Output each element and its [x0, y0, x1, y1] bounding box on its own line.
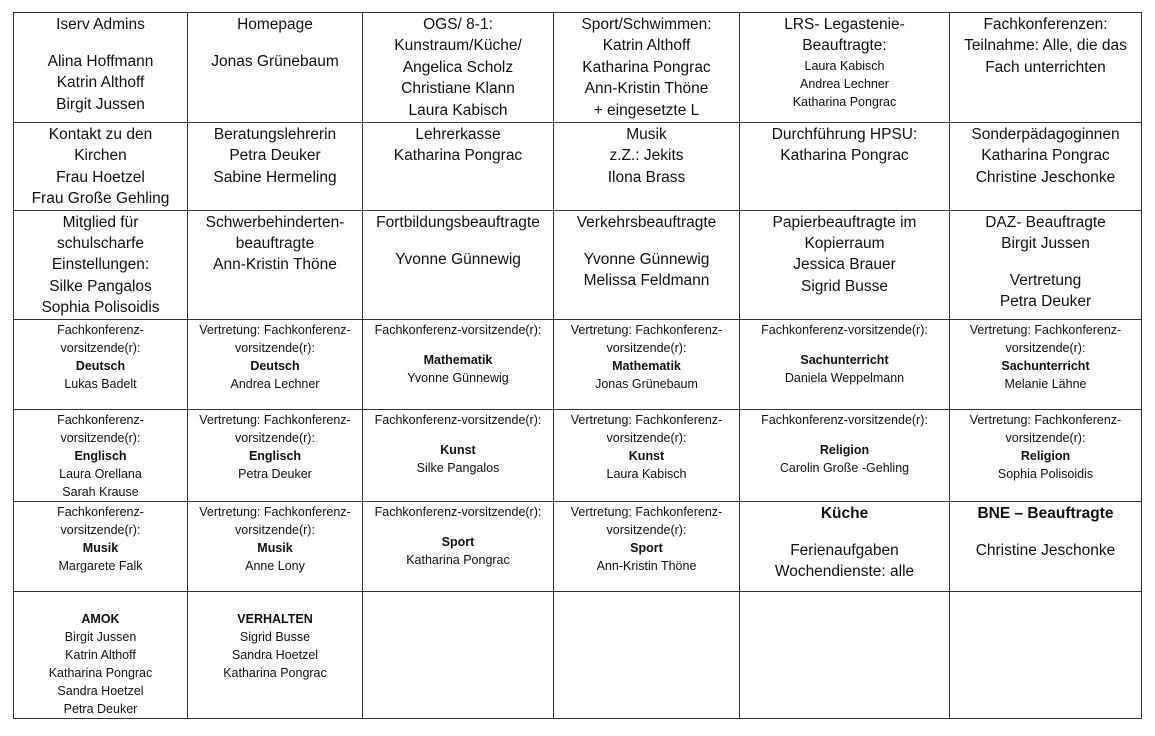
table-cell: [14, 409, 188, 501]
cell-line: Beratungslehrerin: [213, 126, 337, 143]
cell-line: Kunstraum/Küche/: [394, 37, 522, 55]
cell-line: [953, 254, 1138, 270]
cell-line: Petra Deuker: [229, 147, 321, 165]
table-cell: [188, 319, 363, 409]
cell-heading: Küche: [820, 504, 869, 522]
table-cell: [554, 501, 740, 591]
table-cell: [14, 123, 188, 211]
cell-line: Fachkonferenz-vorsitzende(r):: [761, 412, 928, 427]
cell-heading: Englisch: [248, 448, 302, 463]
cell-line: Homepage: [237, 16, 313, 33]
cell-line: [366, 521, 550, 534]
cell-line: Angelica Scholz: [402, 58, 514, 76]
cell-line: Lehrerkasse: [415, 126, 501, 143]
cell-line: Katharina Pongrac: [223, 665, 327, 680]
cell-line: Vertretung: Fachkonferenz-: [570, 322, 723, 337]
cell-line: [366, 429, 550, 442]
cell-line: Wochendienste: alle: [774, 562, 915, 580]
cell-line: vorsitzende(r):: [606, 340, 687, 355]
cell-line: Schwerbehinderten-: [205, 213, 345, 231]
cell-line: Katrin Althoff: [602, 37, 691, 55]
cell-line: Fachkonferenz-: [57, 504, 144, 519]
table-cell: [950, 409, 1142, 501]
table-cell: [950, 13, 1142, 123]
cell-heading: Sport: [441, 535, 475, 550]
cell-line: Fachkonferenz-vorsitzende(r):: [374, 322, 542, 337]
table-cell: [740, 501, 950, 591]
table-cell: [188, 123, 363, 211]
table-cell: [14, 591, 188, 718]
cell-line: Fachkonferenz-vorsitzende(r):: [374, 412, 542, 427]
cell-line: Katharina Pongrac: [780, 147, 909, 165]
cell-line: Vertretung: [1009, 271, 1082, 289]
cell-line: Durchführung HPSU:: [771, 126, 918, 143]
table-cell: [740, 319, 950, 409]
cell-heading: Mathematik: [423, 353, 493, 368]
cell-line: Laura Kabisch: [606, 466, 687, 481]
cell-line: Andrea Lechner: [800, 76, 889, 91]
cell-line: [366, 339, 550, 352]
cell-heading: VERHALTEN: [237, 611, 313, 626]
cell-line: vorsitzende(r):: [606, 430, 687, 445]
cell-line: Verkehrsbeauftragte: [576, 213, 717, 231]
cell-line: Sigrid Busse: [239, 629, 311, 644]
cell-line: Iserv Admins: [56, 16, 145, 33]
cell-line: Petra Deuker: [238, 466, 312, 481]
table-cell: [14, 210, 188, 319]
cell-line: [743, 429, 946, 442]
cell-line: Fachkonferenzen:: [983, 16, 1108, 33]
cell-line: Christine Jeschonke: [975, 541, 1116, 559]
table-cell: [14, 501, 188, 591]
cell-line: Christiane Klann: [401, 80, 515, 98]
cell-line: Fortbildungsbeauftragte: [376, 213, 540, 231]
cell-line: Ann-Kristin Thöne: [213, 256, 337, 274]
cell-heading: Musik: [257, 540, 293, 555]
cell-line: vorsitzende(r):: [1005, 430, 1086, 445]
cell-line: Ann-Kristin Thöne: [584, 80, 709, 98]
cell-line: schulscharfe: [56, 235, 144, 253]
cell-line: vorsitzende(r):: [60, 522, 141, 537]
cell-line: Alina Hoffmann: [47, 52, 154, 70]
cell-heading: Deutsch: [75, 358, 126, 373]
table-cell: [363, 13, 554, 123]
cell-line: Kopierraum: [804, 235, 885, 253]
table-cell: [554, 210, 740, 319]
cell-heading: Religion: [1020, 448, 1071, 463]
table-cell: [740, 409, 950, 501]
table-cell: [740, 591, 950, 718]
cell-heading: Deutsch: [250, 358, 300, 373]
cell-line: Papierbeauftragte im: [772, 213, 917, 231]
cell-line: vorsitzende(r):: [1005, 340, 1086, 355]
cell-line: Katharina Pongrac: [582, 58, 711, 76]
cell-line: Fach unterrichten: [985, 58, 1106, 76]
cell-line: Vertretung: Fachkonferenz-: [199, 412, 351, 427]
cell-line: Yvonne Günnewig: [407, 371, 509, 386]
cell-heading: AMOK: [81, 611, 120, 626]
cell-line: Sophia Polisoidis: [41, 299, 160, 317]
table-cell: [950, 591, 1142, 718]
cell-line: Yvonne Günnewig: [583, 250, 710, 268]
cell-line: Birgit Jussen: [1001, 235, 1090, 253]
cell-line: Laura Orellana: [59, 466, 142, 481]
cell-line: Vertretung: Fachkonferenz-: [570, 412, 723, 427]
cell-heading: Englisch: [74, 448, 127, 463]
cell-line: Margarete Falk: [58, 558, 143, 573]
cell-line: Katharina Pongrac: [406, 553, 510, 568]
cell-line: Jonas Grünebaum: [211, 52, 339, 70]
cell-line: Daniela Weppelmann: [784, 371, 905, 386]
table-row: [14, 210, 1142, 319]
table-cell: [950, 319, 1142, 409]
cell-line: Fachkonferenz-vorsitzende(r):: [374, 504, 542, 519]
table-cell: [554, 591, 740, 718]
cell-line: Fachkonferenz-: [57, 322, 144, 337]
table-cell: [363, 501, 554, 591]
cell-line: Sonderpädagoginnen: [971, 126, 1120, 143]
cell-line: Frau Hoetzel: [56, 168, 145, 186]
cell-line: beauftragte: [235, 235, 315, 253]
table-cell: [740, 123, 950, 211]
cell-line: Sport/Schwimmen:: [581, 16, 712, 33]
cell-line: vorsitzende(r):: [60, 430, 141, 445]
table-cell: [363, 123, 554, 211]
table-cell: [554, 409, 740, 501]
cell-line: Andrea Lechner: [230, 376, 320, 391]
cell-line: Laura Kabisch: [804, 58, 885, 73]
cell-line: Vertretung: Fachkonferenz-: [199, 322, 351, 337]
cell-line: Jonas Grünebaum: [595, 376, 698, 391]
cell-line: Sandra Hoetzel: [231, 647, 319, 662]
cell-line: Jessica Brauer: [793, 256, 896, 274]
cell-line: Ilona Brass: [607, 168, 686, 186]
table-cell: [363, 409, 554, 501]
cell-line: + eingesetzte L: [593, 101, 700, 119]
cell-line: Sigrid Busse: [800, 277, 888, 295]
cell-line: Kirchen: [74, 147, 127, 165]
cell-line: Vertretung: Fachkonferenz-: [969, 322, 1122, 337]
cell-line: Laura Kabisch: [408, 101, 508, 119]
cell-line: Ann-Kristin Thöne: [596, 558, 697, 573]
cell-line: Birgit Jussen: [64, 629, 137, 644]
table-cell: [554, 319, 740, 409]
cell-line: [366, 233, 550, 249]
table-row: [14, 591, 1142, 718]
cell-line: Vertretung: Fachkonferenz-: [199, 504, 351, 519]
cell-line: Silke Pangalos: [416, 461, 500, 476]
cell-line: Katharina Pongrac: [48, 665, 153, 680]
table-cell: [363, 591, 554, 718]
cell-line: Musik: [626, 126, 667, 143]
cell-line: Anne Lony: [245, 558, 305, 573]
table-cell: [188, 210, 363, 319]
cell-heading: BNE – Beauftragte: [977, 504, 1114, 522]
responsibilities-table: [13, 12, 1142, 719]
cell-line: [557, 233, 736, 249]
cell-line: Beauftragte:: [802, 37, 887, 55]
cell-line: Vertretung: Fachkonferenz-: [570, 504, 723, 519]
cell-heading: Sachunterricht: [1001, 358, 1090, 373]
cell-line: vorsitzende(r):: [235, 340, 315, 355]
cell-line: Sandra Hoetzel: [57, 683, 144, 698]
cell-line: [191, 35, 359, 51]
table-cell: [950, 501, 1142, 591]
cell-line: Katharina Pongrac: [981, 147, 1110, 165]
cell-line: Vertretung: Fachkonferenz-: [969, 412, 1122, 427]
table-cell: [554, 123, 740, 211]
cell-line: Petra Deuker: [63, 701, 138, 716]
cell-line: Einstellungen:: [51, 256, 150, 274]
cell-line: vorsitzende(r):: [235, 522, 315, 537]
cell-line: z.Z.: Jekits: [609, 147, 684, 165]
cell-heading: Mathematik: [612, 358, 681, 373]
cell-line: Petra Deuker: [999, 293, 1092, 311]
cell-line: [743, 524, 946, 540]
cell-line: Mitglied für: [62, 213, 139, 231]
cell-heading: Religion: [819, 443, 870, 458]
cell-line: Frau Große Gehling: [31, 190, 170, 208]
cell-heading: Musik: [82, 540, 119, 555]
cell-line: [743, 339, 946, 352]
table-cell: [363, 210, 554, 319]
cell-line: Carolin Große -Gehling: [779, 461, 910, 476]
cell-line: vorsitzende(r):: [235, 430, 315, 445]
cell-line: Sabine Hermeling: [213, 168, 337, 186]
table-cell: [14, 319, 188, 409]
cell-heading: Sport: [630, 540, 663, 555]
table-cell: [14, 13, 188, 123]
cell-line: Katharina Pongrac: [393, 147, 523, 165]
cell-line: Sophia Polisoidis: [997, 466, 1094, 481]
cell-line: Birgit Jussen: [56, 95, 145, 113]
cell-line: LRS- Legastenie-: [784, 16, 905, 33]
table-cell: [188, 501, 363, 591]
cell-line: OGS/ 8-1:: [423, 16, 493, 33]
cell-heading: Kunst: [440, 443, 476, 458]
cell-line: Teilnahme: Alle, die das: [964, 37, 1127, 55]
cell-line: Lukas Badelt: [64, 376, 137, 391]
table-row: [14, 501, 1142, 591]
cell-line: vorsitzende(r):: [60, 340, 141, 355]
cell-heading: Kunst: [628, 448, 665, 463]
table-cell: [950, 210, 1142, 319]
cell-line: Melanie Lähne: [1004, 376, 1087, 391]
cell-line: Katharina Pongrac: [792, 94, 897, 109]
table-cell: [740, 13, 950, 123]
table-row: [14, 319, 1142, 409]
cell-line: Fachkonferenz-: [57, 412, 144, 427]
cell-line: Ferienaufgaben: [790, 541, 899, 559]
cell-line: Melissa Feldmann: [583, 271, 710, 289]
cell-line: Sarah Krause: [62, 484, 139, 499]
table-cell: [188, 591, 363, 718]
cell-line: Kontakt zu den: [48, 126, 153, 143]
cell-line: Yvonne Günnewig: [395, 250, 521, 268]
table-cell: [363, 319, 554, 409]
cell-line: DAZ- Beauftragte: [985, 213, 1106, 231]
cell-line: vorsitzende(r):: [606, 522, 687, 537]
table-row: [14, 13, 1142, 123]
table-row: [14, 123, 1142, 211]
cell-line: Silke Pangalos: [49, 277, 152, 295]
table-row: [14, 409, 1142, 501]
cell-line: Christine Jeschonke: [975, 168, 1116, 186]
cell-line: [17, 35, 184, 51]
table-cell: [740, 210, 950, 319]
cell-line: Fachkonferenz-vorsitzende(r):: [761, 322, 928, 337]
cell-line: Katrin Althoff: [65, 647, 136, 662]
table-cell: [188, 13, 363, 123]
table-cell: [950, 123, 1142, 211]
table-cell: [188, 409, 363, 501]
table-cell: [554, 13, 740, 123]
cell-line: [953, 524, 1138, 540]
cell-line: Katrin Althoff: [56, 74, 145, 92]
cell-heading: Sachunterricht: [800, 353, 889, 368]
